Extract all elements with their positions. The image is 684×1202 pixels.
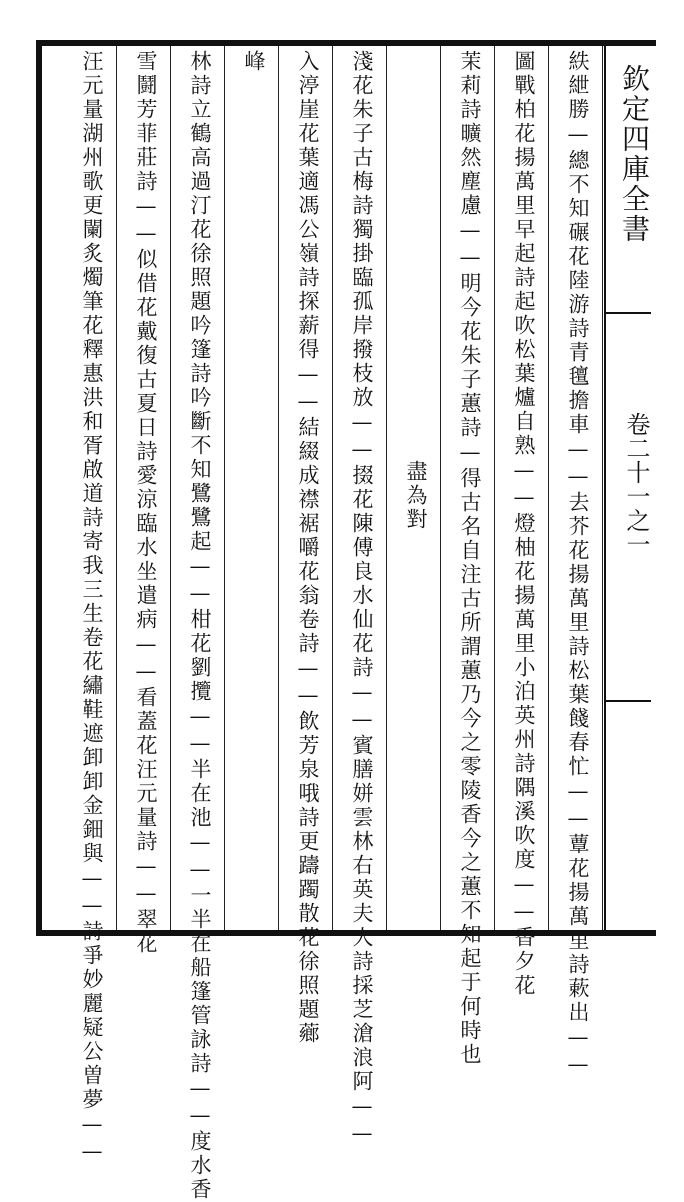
sheet-title: 欽定四庫全書 (618, 64, 651, 244)
text-column: 汪元量湖州歌更闌炙燭筆花釋惠洪和胥啟道詩寄我三生卷花繡鞋遮卸卸金鈿與——詩爭妙麗疑公曽夢—— (80, 50, 104, 1166)
column-rule (332, 46, 333, 930)
column-rule (170, 46, 171, 930)
column-rule (278, 46, 279, 930)
text-column: 峰 (242, 50, 266, 74)
column-rule (602, 46, 603, 930)
column-rule (386, 46, 387, 930)
column-rule (116, 46, 117, 930)
volume-label: 卷二十一之一 (622, 412, 650, 556)
column-rule (440, 46, 441, 930)
text-column: 入渟崖花葉適馮公嶺詩探薪得——結綴成襟裾嚼花翁卷詩——飲芳泉哦詩更躊躅散花徐照題薌 (296, 50, 320, 1046)
column-rule (548, 46, 549, 930)
text-column: 圖戰柏花揚萬里早起詩起吹松葉爐自熟——燈柚花揚萬里小泊英州詩隅溪吹度——香夕花 (512, 50, 536, 998)
column-rule (224, 46, 225, 930)
text-column: 盡為對 (404, 460, 428, 532)
margin-divider (605, 312, 651, 314)
text-column: 林詩立鶴高過汀花徐照題吟篷詩吟斷不知鷺鷺起——柑花劉攬——半在池——一半在船篷管詠詩——度水香 (188, 50, 212, 1202)
column-rule (494, 46, 495, 930)
text-column: 紩紲勝—總不知碾花陸游詩青氊擔車——去芥花揚萬里詩松葉餞春忙——蕈花揚萬里詩蔌出—— (566, 50, 590, 1079)
margin-divider (605, 700, 651, 702)
text-column: 淺花朱子古梅詩獨掛臨孤岸撥枝放——掇花陳傅良水仙花詩——賓膳姘雲林右英夫人詩採芝滄浪阿—— (350, 50, 374, 1148)
text-column: 茉莉詩曠然塵慮——明今花朱子蕙詩—得古名自注古所謂蕙乃今之零陵香今之蕙不知起于何時也 (458, 50, 482, 1067)
text-column: 雪鬪芳菲莊詩——似借花戴復古夏日詩愛涼臨水坐遣病——看蓋花汪元量詩——翠花 (134, 50, 158, 956)
